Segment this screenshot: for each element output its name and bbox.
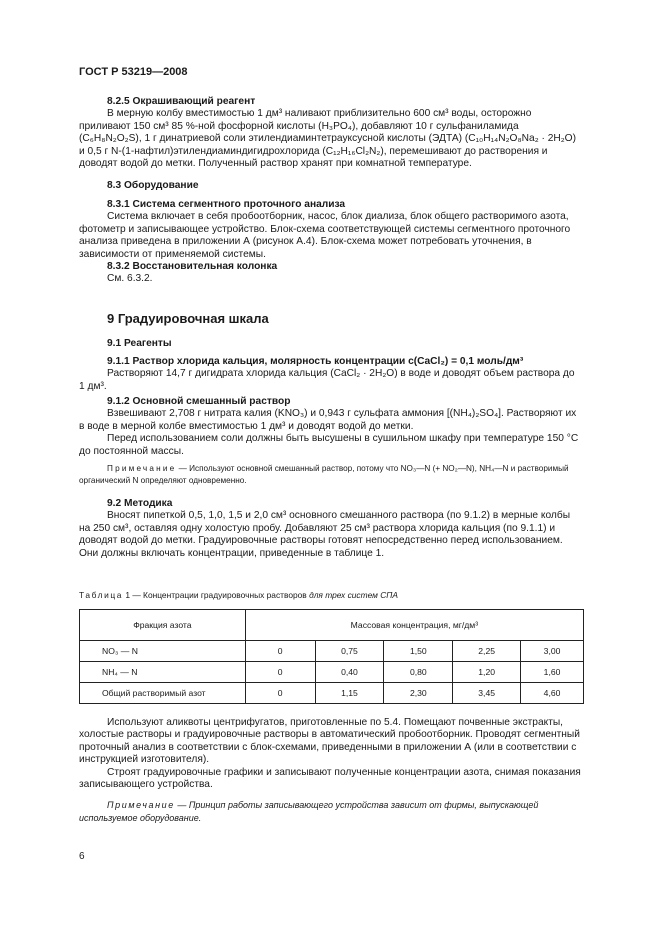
table-cell: 1,60 — [521, 662, 584, 683]
table-cell: 1,50 — [384, 641, 453, 662]
section-title: 8.3 Оборудование — [107, 180, 199, 191]
table-cell: 0,75 — [315, 641, 384, 662]
paragraph: Растворяют 14,7 г дигидрата хлорида кальция (CaCl₂ · 2H₂O) в воде и доводят объем раствора до 1 дм³. — [79, 368, 575, 392]
note-2 — [79, 799, 583, 824]
table-cell: Общий растворимый азот — [80, 683, 246, 704]
section-9-1-2 — [79, 396, 583, 458]
section-9-2 — [79, 498, 583, 560]
table-cell: 4,60 — [521, 683, 584, 704]
section-title: 8.2.5 Окрашивающий реагент — [107, 96, 256, 107]
table-cell: 1,15 — [315, 683, 384, 704]
section-8-3 — [79, 180, 583, 192]
table-caption-italic: для трех систем СПА — [309, 590, 398, 600]
section-title: 8.3.1 Система сегментного проточного анализа — [107, 199, 346, 210]
page-number: 6 — [79, 851, 85, 862]
section-9-1 — [79, 338, 583, 350]
paragraph: Строят градуировочные графики и записывают полученные концентрации азота, снимая показания записывающего устройства. — [79, 766, 581, 791]
table-caption-number: 1 — Концентрации градуировочных растворов — [125, 590, 307, 600]
paragraph: См. 6.3.2. — [107, 273, 153, 285]
table-row — [80, 683, 584, 704]
section-9-1-1 — [79, 356, 583, 393]
table-header-row — [80, 610, 584, 641]
section-8-3-1 — [79, 199, 583, 286]
note-text: — Принцип работы записывающего устройства зависит от фирмы, выпускающей используемое оборудование. — [79, 800, 539, 823]
paragraph: В мерную колбу вместимостью 1 дм³ наливают приблизительно 600 см³ воды, осторожно приливают 150 см³ 85 %-ной фосфорной кислоты (H₃PO₄), добавляют 10 г сульфаниламида (C₆H₈N₂O₂S), 1 г динатриевой соли этилендиаминтетрауксусной кислоты (ЭДТА) (C₁₀H₁₄N₂O₈Na₂ · 2H₂O) и 0,5 г N-(1-нафтил)этилендиаминдигидрохлорида (C₁₂H₁₆Cl₂N₂), перемешивают до растворения и доводят водой до метки. Полученный раствор хранят при комнатной температуре. — [79, 108, 576, 170]
paragraph: Взвешивают 2,708 г нитрата калия (KNO₃) и 0,943 г сульфата аммония [(NH₄)₂SO₄]. Растворяют их в воде в мерной колбе вместимостью 1 дм³ и доводят водой до метки. — [79, 408, 577, 432]
closing-paragraphs — [79, 717, 583, 791]
table-cell: 1,20 — [453, 662, 521, 683]
table-cell: 0 — [245, 662, 315, 683]
note-text: — Используют основной смешанный раствор, потому что NO₃—N (+ NO₂—N), NH₄—N и растворимый органический N определяют одновременно. — [79, 464, 569, 486]
note-1 — [79, 463, 583, 487]
document-header: ГОСТ Р 53219—2008 — [79, 66, 188, 78]
table-header-cell: Массовая концентрация, мг/дм³ — [245, 610, 583, 641]
table-row — [80, 641, 584, 662]
table-caption-label: Таблица — [79, 590, 124, 600]
concentration-table — [79, 609, 584, 704]
table-cell: 3,45 — [453, 683, 521, 704]
table-cell: 0,80 — [384, 662, 453, 683]
table-cell: 2,30 — [384, 683, 453, 704]
paragraph: Используют аликвоты центрифугатов, приготовленные по 5.4. Помещают почвенные экстракты, холостые растворы и градуировочные растворы в автоматический пробоотборник. Проводят сегментный проточный анализ в соответствии с блок-схемами, приведенными в приложении А (или в соответствии с инструкцией изготовителя). — [79, 717, 580, 766]
table-cell: 0 — [245, 683, 315, 704]
chapter-title: 9 Градуировочная шкала — [107, 311, 269, 326]
paragraph: Перед использованием соли должны быть высушены в сушильном шкафу при температуре 150 °С до постоянной массы. — [79, 433, 579, 457]
section-title: 9.2 Методика — [107, 498, 173, 509]
table-cell: 0,40 — [315, 662, 384, 683]
section-9 — [79, 313, 583, 325]
section-title: 9.1.1 Раствор хлорида кальция, молярность концентрации c(CaCl₂) = 0,1 моль/дм³ — [107, 356, 524, 367]
paragraph: Система включает в себя пробоотборник, насос, блок диализа, блок общего растворимого азота, фотометр и записывающее устройство. Блок-схема соответствующей системы сегментного проточного анализа приведена в приложении А (рисунок А.4). Блок-схема может потребовать уточнения, в зависимости от применяемой системы. — [79, 211, 571, 260]
section-title: 9.1 Реагенты — [107, 338, 172, 349]
section-title: 8.3.2 Восстановительная колонка — [107, 261, 278, 273]
table-cell: 0 — [245, 641, 315, 662]
table-cell: 3,00 — [521, 641, 584, 662]
table-header-cell: Фракция азота — [80, 610, 246, 641]
note-label: Примечание — [107, 464, 177, 473]
section-title: 9.1.2 Основной смешанный раствор — [107, 396, 291, 407]
section-8-2-5 — [79, 96, 583, 170]
table-cell: NO₃ — N — [80, 641, 246, 662]
table-cell: NH₄ — N — [80, 662, 246, 683]
table-caption — [79, 590, 398, 600]
paragraph: Вносят пипеткой 0,5, 1,0, 1,5 и 2,0 см³ основного смешанного раствора (по 9.1.2) в мерные колбы на 250 см³, оставляя одну холостую пробу. Добавляют 25 см³ раствора хлорида кальция (по 9.1.1) и доводят водой до метки. Градуировочные растворы готовят непосредственно перед использованием. Они должны включать концентрации, приведенные в таблице 1. — [79, 510, 571, 559]
table-cell: 2,25 — [453, 641, 521, 662]
table-row — [80, 662, 584, 683]
note-label: Примечание — [107, 800, 175, 810]
